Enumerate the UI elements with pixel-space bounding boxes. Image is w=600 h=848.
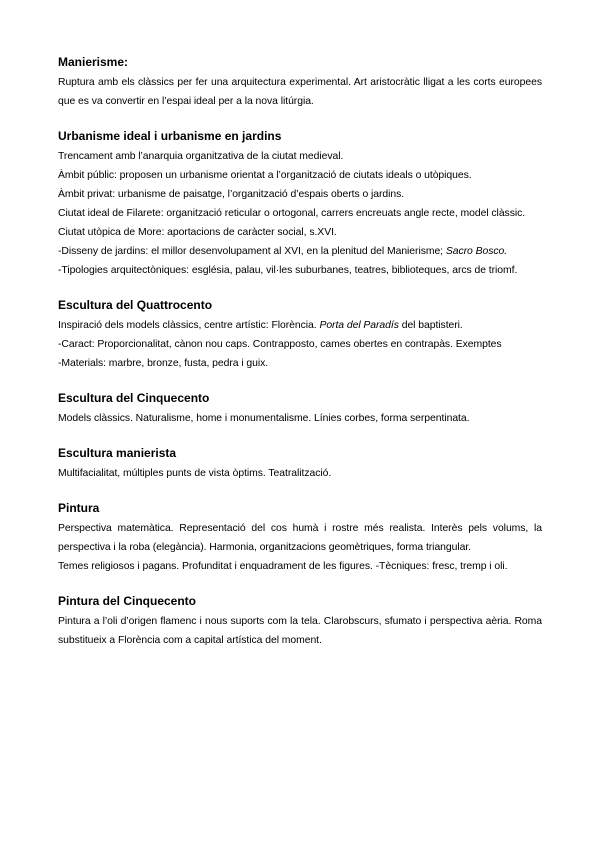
italic-title: Sacro Bosco.	[445, 246, 508, 257]
section-urbanisme	[58, 128, 542, 280]
section-pintura	[58, 500, 542, 576]
paragraph-text: -Disseny de jardins: el millor desenvolupament al XVI, en la plenitud del Manierisme;	[58, 246, 446, 257]
section-pintura-cinquecento	[58, 593, 542, 650]
section-heading: Escultura del Quattrocento	[58, 298, 213, 312]
paragraph: -Caract: Proporcionalitat, cànon nou caps. Contrapposto, cames obertes en contrapàs. Exemptes	[58, 339, 502, 350]
paragraph: Ciutat utòpica de More: aportacions de caràcter social, s.XVI.	[58, 227, 337, 238]
paragraph: Àmbit privat: urbanisme de paisatge, l’organització d’espais oberts o jardins.	[58, 189, 405, 200]
paragraph: Ruptura amb els clàssics per fer una arquitectura experimental. Art aristocràtic lligat a les corts europees que es va convertir en l’espai ideal per a la nova litúrgia.	[58, 77, 542, 107]
section-heading: Escultura manierista	[58, 446, 177, 460]
paragraph: -Tipologies arquitectòniques: església, palau, vil·les suburbanes, teatres, biblioteques, arcs de triomf.	[58, 265, 518, 276]
paragraph-jardins	[58, 242, 542, 261]
paragraph: Ciutat ideal de Filarete: organització reticular o ortogonal, carrers encreuats angle recte, model clàssic.	[58, 208, 526, 219]
section-escultura-quattrocento	[58, 297, 542, 373]
document-page	[58, 54, 542, 667]
section-manierisme	[58, 54, 542, 111]
section-escultura-manierista	[58, 445, 542, 483]
section-heading: Pintura del Cinquecento	[58, 594, 197, 608]
paragraph: Perspectiva matemàtica. Representació del cos humà i rostre més realista. Interès pels volums, la perspectiva i la roba (elegància). Harmonia, organitzacions geomètriques, forma triangular.	[58, 523, 542, 553]
paragraph-text: Inspiració dels models clàssics, centre artístic: Florència.	[58, 320, 320, 331]
paragraph: Multifacialitat, múltiples punts de vista òptims. Teatralització.	[58, 468, 332, 479]
section-heading: Manierisme:	[58, 55, 129, 69]
section-heading: Urbanisme ideal i urbanisme en jardins	[58, 129, 282, 143]
paragraph: Àmbit públic: proposen un urbanisme orientat a l’organització de ciutats ideals o utòpiques.	[58, 170, 472, 181]
italic-title: Porta del Paradís	[319, 320, 399, 331]
paragraph: -Materials: marbre, bronze, fusta, pedra i guix.	[58, 358, 269, 369]
section-escultura-cinquecento	[58, 390, 542, 428]
paragraph: Trencament amb l’anarquia organitzativa de la ciutat medieval.	[58, 151, 344, 162]
section-heading: Escultura del Cinquecento	[58, 391, 210, 405]
paragraph: Models clàssics. Naturalisme, home i monumentalisme. Línies corbes, forma serpentinata.	[58, 413, 470, 424]
section-heading: Pintura	[58, 501, 100, 515]
paragraph-inspiracio	[58, 316, 542, 335]
paragraph-text: del baptisteri.	[398, 320, 463, 331]
paragraph: Temes religiosos i pagans. Profunditat i enquadrament de les figures. -Tècniques: fresc, tremp i oli.	[58, 561, 508, 572]
paragraph: Pintura a l’oli d’origen flamenc i nous suports com la tela. Clarobscurs, sfumato i perspectiva aèria. Roma substitueix a Florència com a capital artística del moment.	[58, 616, 542, 646]
